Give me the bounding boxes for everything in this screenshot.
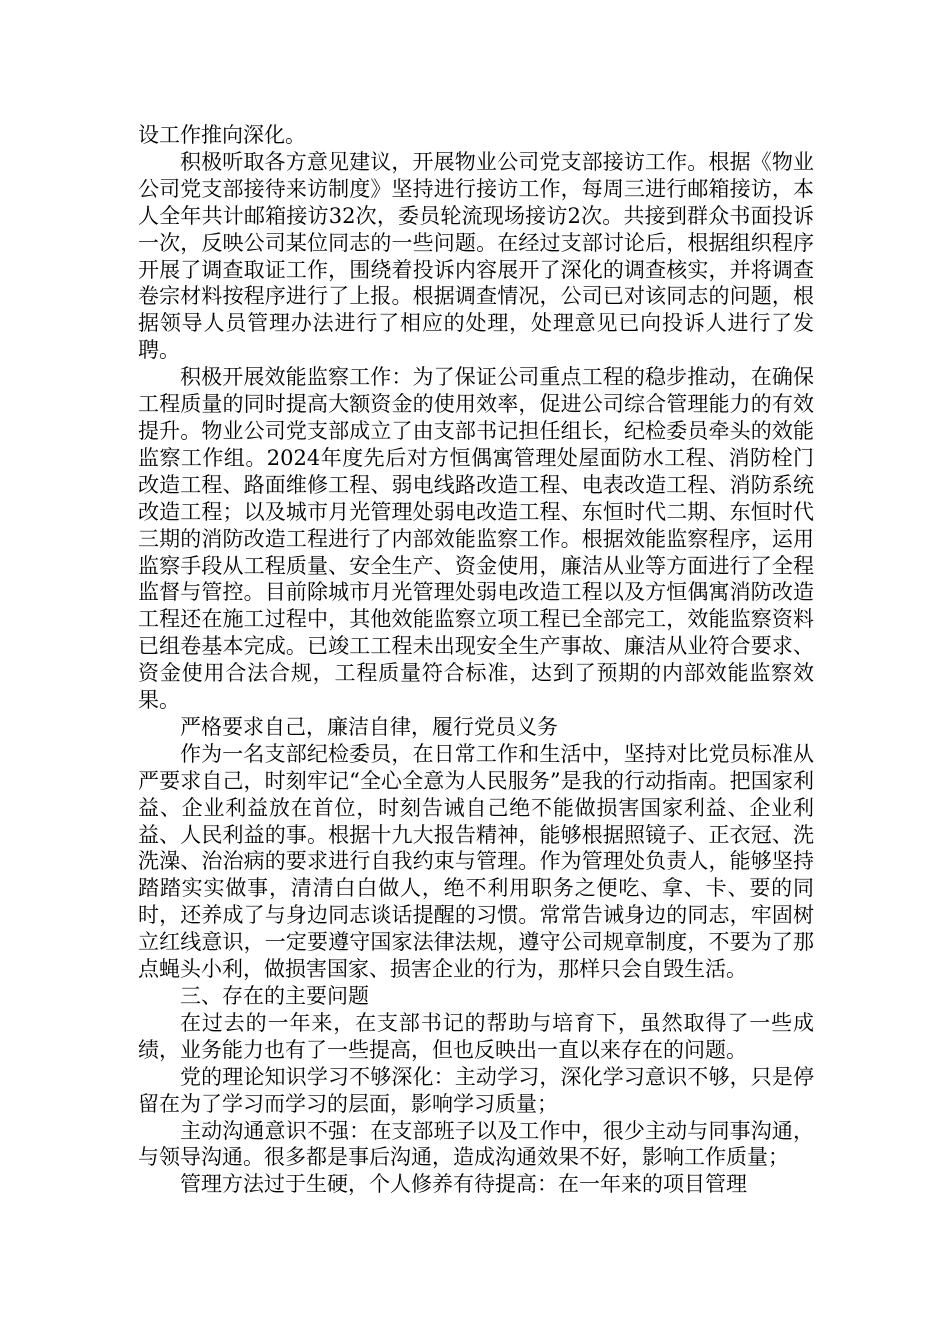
section-heading-self-discipline: 严格要求自己，廉洁自律，履行党员义务	[180, 714, 558, 739]
paragraph-self-discipline: 作为一名支部纪检委员，在日常工作和生活中，坚持对比党员标准从严要求自己，时刻牢记“全心全意为人民服务”是我的行动指南。把国家利益、企业利益放在首位，时刻告诫自己绝不能做损害国家利益、企业利益、人民利益的事。根据十九大报告精神，能够根据照镜子、正衣冠、洗洗澡、治治病的要求进行自我约束与管理。作为管理处负责人，能够坚持踏踏实实做事，清清白白做人，绝不利用职务之便吃、拿、卡、要的同时，还养成了与身边同志谈话提醒的习惯。常常告诫身边的同志，牢固树立红线意识，一定要遵守国家法律法规，遵守公司规章制度，不要为了那点蝇头小利，做损害国家、损害企业的行为，那样只会自毁生活。	[138, 741, 814, 982]
document-page	[138, 122, 814, 1198]
paragraph-problems-intro: 在过去的一年来，在支部书记的帮助与培育下，虽然取得了一些成绩，业务能力也有了一些提高，但也反映出一直以来存在的问题。	[138, 1010, 814, 1062]
paragraph-problem-management: 管理方法过于生硬，个人修养有待提高：在一年来的项目管理	[180, 1172, 747, 1197]
paragraph-continuation: 设工作推向深化。	[138, 123, 306, 147]
paragraph-problem-study: 党的理论知识学习不够深化：主动学习，深化学习意识不够，只是停留在为了学习而学习的层面，影响学习质量；	[138, 1064, 814, 1116]
section-heading-problems: 三、存在的主要问题	[180, 984, 369, 1008]
paragraph-efficiency-supervision: 积极开展效能监察工作：为了保证公司重点工程的稳步推动，在确保工程质量的同时提高大额资金的使用效率，促进公司综合管理能力的有效提升。物业公司党支部成立了由支部书记担任组长，纪检委员牵头的效能监察工作组。2024年度先后对方恒偶寓管理处屋面防水工程、消防栓门改造工程、路面维修工程、弱电线路改造工程、电表改造工程、消防系统改造工程；以及城市月光管理处弱电改造工程、东恒时代二期、东恒时代三期的消防改造工程进行了内部效能监察工作。根据效能监察程序，运用监察手段从工程质量、安全生产、资金使用，廉洁从业等方面进行了全程监督与管控。目前除城市月光管理处弱电改造工程以及方恒偶寓消防改造工程还在施工过程中，其他效能监察立项工程已全部完工，效能监察资料已组卷基本完成。已竣工工程未出现安全生产事故、廉洁从业符合要求、资金使用合法合规，工程质量符合标准，达到了预期的内部效能监察效果。	[138, 365, 814, 713]
paragraph-problem-communication: 主动沟通意识不强：在支部班子以及工作中，很少主动与同事沟通，与领导沟通。很多都是事后沟通，造成沟通效果不好，影响工作质量；	[138, 1118, 814, 1170]
paragraph-visits: 积极听取各方意见建议，开展物业公司党支部接访工作。根据《物业公司党支部接待来访制度》坚持进行接访工作，每周三进行邮箱接访，本人全年共计邮箱接访32次，委员轮流现场接访2次。共接到群众书面投诉一次，反映公司某位同志的一些问题。在经过支部讨论后，根据组织程序开展了调查取证工作，围绕着投诉内容展开了深化的调查核实，并将调查卷宗材料按程序进行了上报。根据调查情况，公司已对该同志的问题，根据领导人员管理办法进行了相应的处理，处理意见已向投诉人进行了发聘。	[138, 149, 814, 363]
